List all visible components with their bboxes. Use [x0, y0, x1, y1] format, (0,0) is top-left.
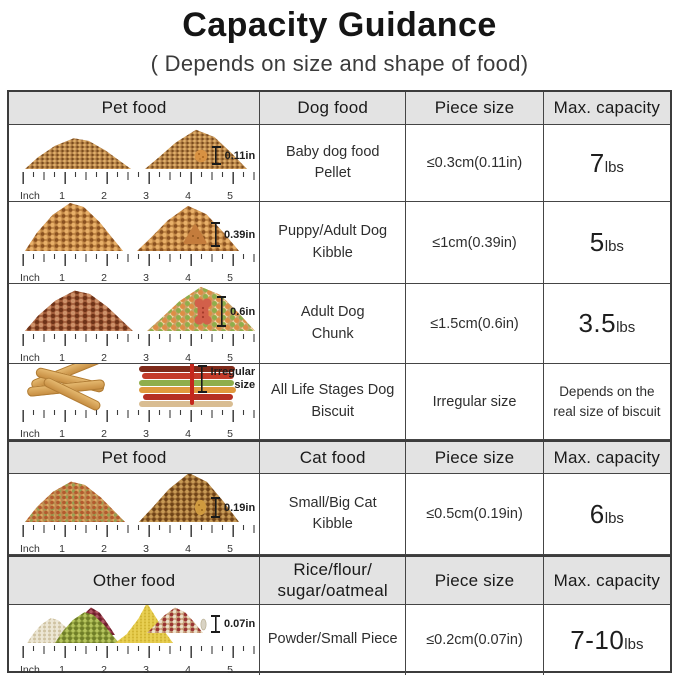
kibble-name: Puppy/Adult Dog Kibble	[260, 202, 406, 283]
kibble-image-cell	[9, 202, 260, 283]
kibble-piece-size: ≤1cm(0.39in)	[406, 202, 543, 283]
inch-ruler	[19, 525, 259, 554]
ruler-unit-label: Inch	[20, 543, 40, 554]
measure-ibeam-icon	[212, 146, 221, 165]
inch-ruler	[19, 334, 259, 363]
cat-kibble-image-cell	[9, 474, 260, 554]
biscuit-capacity: Depends on the real size of biscuit	[553, 383, 661, 419]
bone-chunk-icon	[193, 298, 213, 325]
chunk-name: Adult Dog Chunk	[260, 284, 406, 363]
pellet-ball-icon	[194, 149, 208, 163]
ruler-ticks	[22, 254, 256, 267]
powder-measure-label: 0.07in	[223, 618, 256, 630]
inch-ruler	[19, 254, 259, 283]
kibble-triangle-icon	[183, 224, 207, 245]
ruler-unit-label: Inch	[20, 272, 40, 283]
kibble-measure-label: 0.39in	[223, 228, 256, 241]
ruler-labels: Inch 1 2 3 4 5	[20, 352, 233, 363]
header-max-capacity: Max. capacity	[553, 98, 661, 117]
cat-kibble-piles	[19, 474, 259, 522]
page-title: Capacity Guidance	[182, 6, 497, 44]
header-dog-food: Dog food	[260, 92, 406, 124]
pellet-piece-size: ≤0.3cm(0.11in)	[406, 125, 543, 201]
cat-kibble-pile-left	[25, 480, 125, 522]
table-row-cat-kibble	[9, 474, 670, 555]
inch-ruler	[19, 172, 259, 201]
table-header-cat	[9, 440, 670, 474]
ruler-unit-label: Inch	[20, 190, 40, 201]
pellet-piles	[19, 125, 259, 169]
ruler-ticks	[22, 334, 256, 347]
ruler-labels: Inch 1 2 3 4 5	[20, 428, 233, 439]
header-max-capacity: Max. capacity	[553, 447, 661, 467]
biscuit-measure-label: Irregular size	[210, 366, 256, 391]
chunk-piece-size: ≤1.5cm(0.6in)	[406, 284, 543, 363]
ruler-labels: Inch 1 2 3 4 5	[20, 543, 233, 554]
ruler-labels: Inch 1 2 3 4 5	[20, 664, 233, 675]
measure-ibeam-icon	[211, 497, 220, 518]
header-other-food: Other food	[9, 557, 260, 604]
measure-ibeam-icon	[217, 296, 226, 327]
ruler-unit-label: Inch	[20, 664, 40, 675]
table-row-powder	[9, 605, 670, 675]
cat-kibble-piece-size: ≤0.5cm(0.19in)	[406, 474, 543, 554]
measure-ibeam-icon	[211, 222, 220, 247]
kibble-pile-left	[25, 202, 123, 251]
grain-icon	[200, 618, 207, 631]
cat-kibble-name: Small/Big Cat Kibble	[260, 474, 406, 554]
cat-kibble-measure-label: 0.19in	[223, 501, 256, 514]
chunk-single-piece	[193, 296, 255, 327]
header-piece-size: Piece size	[406, 92, 543, 124]
ruler-ticks	[22, 410, 256, 423]
header-piece-size: Piece size	[406, 557, 543, 604]
powder-name: Powder/Small Piece	[260, 605, 406, 675]
header-piece-size: Piece size	[406, 442, 543, 473]
powder-piece-size: ≤0.2cm(0.07in)	[406, 605, 543, 675]
biscuit-image-cell	[9, 364, 260, 439]
biscuit-stick-icon	[190, 364, 194, 405]
ruler-unit-label: Inch	[20, 352, 40, 363]
pellet-name: Baby dog food Pellet	[260, 125, 406, 201]
pellet-measure-label: 0.11in	[224, 149, 256, 162]
biscuit-name: All Life Stages Dog Biscuit	[260, 364, 406, 439]
chunk-pile-left	[25, 289, 133, 331]
header-pet-food: Pet food	[9, 92, 260, 124]
ruler-ticks	[22, 525, 256, 538]
biscuit-piles	[19, 364, 259, 407]
table-row-pellet	[9, 125, 670, 202]
pellet-pile-left	[25, 137, 131, 169]
cat-kibble-single-piece	[194, 497, 255, 518]
page-subtitle: ( Depends on size and shape of food)	[150, 51, 529, 76]
measure-ibeam-icon	[211, 615, 220, 633]
ruler-ticks	[22, 172, 256, 185]
measure-ibeam-icon	[198, 365, 207, 393]
kibble-capacity: 5 lbs	[589, 227, 624, 257]
header-cat-food: Cat food	[260, 442, 406, 473]
capacity-table	[7, 90, 672, 673]
table-row-chunk	[9, 284, 670, 364]
biscuit-crossed-sticks	[25, 364, 117, 407]
table-row-biscuit	[9, 364, 670, 440]
header-rice-flour: Rice/flour/ sugar/oatmeal	[260, 557, 406, 604]
powder-single-piece	[200, 615, 255, 633]
ruler-labels: Inch 1 2 3 4 5	[20, 190, 233, 201]
powder-image-cell	[9, 605, 260, 675]
table-row-kibble	[9, 202, 670, 284]
cat-kibble-capacity: 6 lbs	[589, 498, 624, 529]
header-max-capacity: Max. capacity	[553, 570, 661, 590]
cat-kibble-oval-icon	[194, 499, 207, 516]
header-pet-food: Pet food	[9, 442, 260, 473]
inch-ruler	[19, 410, 259, 439]
powder-capacity: 7-10 lbs	[570, 624, 644, 655]
ruler-labels: Inch 1 2 3 4 5	[20, 272, 233, 283]
kibble-single-piece	[183, 222, 255, 247]
chunk-measure-label: 0.6in	[230, 305, 256, 318]
chunk-capacity: 3.5 lbs	[578, 308, 636, 338]
chunk-piles	[19, 284, 259, 331]
table-header-other	[9, 555, 670, 605]
chunk-image-cell	[9, 284, 260, 363]
pellet-single-piece	[194, 146, 256, 165]
ruler-ticks	[22, 646, 256, 659]
biscuit-single-piece	[190, 364, 256, 405]
pellet-capacity: 7 lbs	[589, 147, 624, 178]
grain-piles	[19, 605, 259, 643]
ruler-unit-label: Inch	[20, 428, 40, 439]
kibble-piles	[19, 202, 259, 251]
table-header-dog	[9, 92, 670, 125]
inch-ruler	[19, 646, 259, 675]
biscuit-piece-size: Irregular size	[406, 364, 543, 439]
pellet-image-cell	[9, 125, 260, 201]
